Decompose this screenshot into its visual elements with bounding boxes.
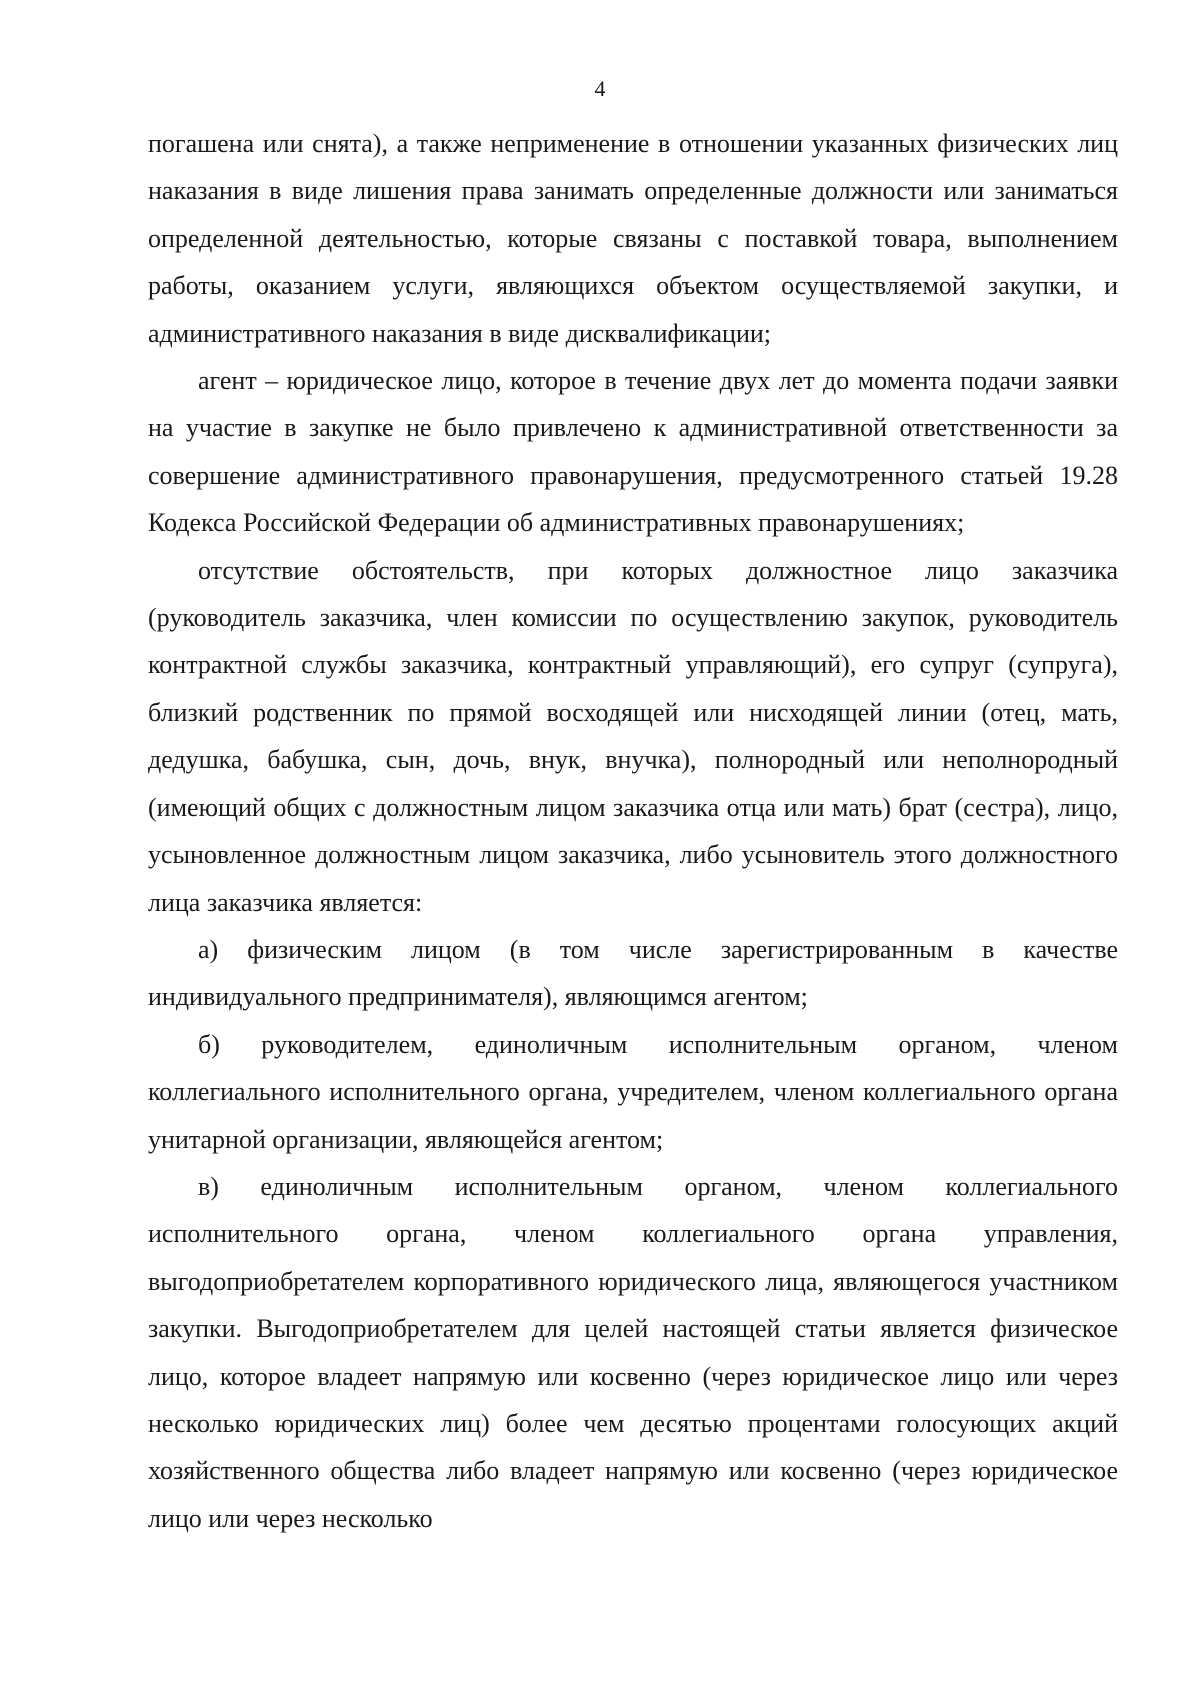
paragraph-item-a: а) физическим лицом (в том числе зарегистрированным в качестве индивидуального предпринимателя), являющимся агентом;	[148, 934, 1118, 1012]
paragraph-agent-definition: агент – юридическое лицо, которое в течение двух лет до момента подачи заявки на участие в закупке не было привлечено к административной ответственности за совершение административного правонарушения, предусмотренного статьей 19.28 Кодекса Российской Федерации об административных правонарушениях;	[148, 366, 1118, 538]
document-body	[148, 120, 1118, 1542]
paragraph-conflict-of-interest: отсутствие обстоятельств, при которых должностное лицо заказчика (руководитель заказчика, член комиссии по осуществлению закупок, руководитель контрактной службы заказчика, контрактный управляющий), его супруг (супруга), близкий родственник по прямой восходящей или нисходящей линии (отец, мать, дедушка, бабушка, сын, дочь, внук, внучка), полнородный или неполнородный (имеющий общих с должностным лицом заказчика отца или мать) брат (сестра), лицо, усыновленное должностным лицом заказчика, либо усыновитель этого должностного лица заказчика является:	[148, 555, 1118, 917]
paragraph-item-c: в) единоличным исполнительным органом, членом коллегиального исполнительного органа, членом коллегиального органа управления, выгодоприобретателем корпоративного юридического лица, являющегося участником закупки. Выгодоприобретателем для целей настоящей статьи является физическое лицо, которое владеет напрямую или косвенно (через юридическое лицо или через несколько юридических лиц) более чем десятью процентами голосующих акций хозяйственного общества либо владеет напрямую или косвенно (через юридическое лицо или через несколько	[148, 1171, 1118, 1533]
paragraph-continuation: погашена или снята), а также неприменение в отношении указанных физических лиц наказания в виде лишения права занимать определенные должности или заниматься определенной деятельностью, которые связаны с поставкой товара, выполнением работы, оказанием услуги, являющихся объектом осуществляемой закупки, и административного наказания в виде дисквалификации;	[148, 129, 1118, 348]
paragraph-item-b: б) руководителем, единоличным исполнительным органом, членом коллегиального исполнительного органа, учредителем, членом коллегиального органа унитарной организации, являющейся агентом;	[148, 1029, 1118, 1154]
page-number: 4	[594, 76, 606, 101]
